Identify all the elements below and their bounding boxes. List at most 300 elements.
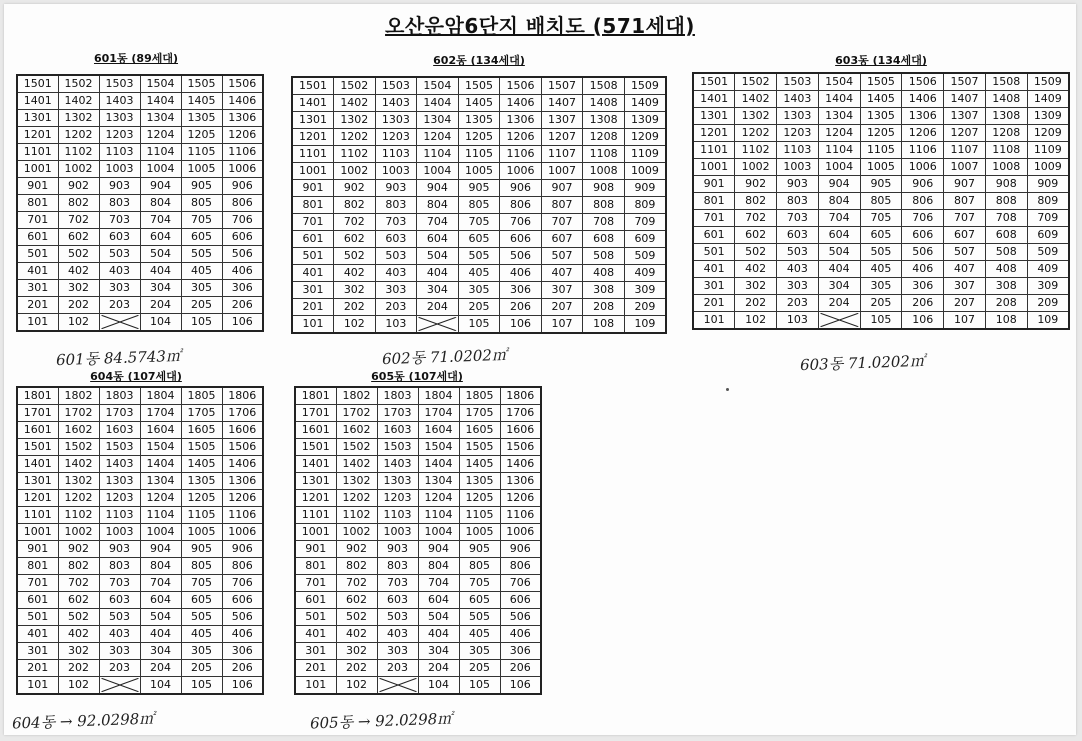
unit-cell: 305 <box>860 278 902 295</box>
unit-cell: 203 <box>375 299 417 316</box>
unit-cell: 1105 <box>459 507 500 524</box>
unit-cell: 1406 <box>222 456 263 473</box>
unit-cell: 304 <box>140 280 181 297</box>
unit-cell: 1202 <box>334 129 376 146</box>
unit-cell: 204 <box>140 297 181 314</box>
unit-cell: 903 <box>99 178 140 195</box>
unit-cell: 906 <box>222 178 263 195</box>
unit-cell: 1702 <box>58 405 99 422</box>
unit-cell: 1301 <box>292 112 334 129</box>
unit-cell: 1705 <box>459 405 500 422</box>
unit-cell: 206 <box>222 297 263 314</box>
unit-cell: 1301 <box>17 110 58 127</box>
unit-cell: 604 <box>140 592 181 609</box>
unit-cell: 1102 <box>58 507 99 524</box>
unit-cell: 709 <box>624 214 666 231</box>
unit-cell: 302 <box>58 280 99 297</box>
unit-cell: 705 <box>860 210 902 227</box>
unit-cell: 1305 <box>458 112 500 129</box>
unit-cell: 1107 <box>541 146 583 163</box>
unit-cell: 1303 <box>377 473 418 490</box>
unit-cell: 609 <box>1027 227 1069 244</box>
floor-row <box>17 558 263 575</box>
unit-cell: 103 <box>777 312 819 330</box>
floor-row <box>17 541 263 558</box>
unit-cell: 601 <box>693 227 735 244</box>
unit-cell: 1406 <box>902 91 944 108</box>
floor-row <box>17 387 263 405</box>
unit-cell: 1204 <box>140 490 181 507</box>
unit-cell: 1001 <box>693 159 735 176</box>
unit-cell: 701 <box>292 214 334 231</box>
unit-cell: 105 <box>860 312 902 330</box>
unit-cell: 509 <box>624 248 666 265</box>
unit-cell: 904 <box>417 180 459 197</box>
unit-cell: 208 <box>985 295 1027 312</box>
unit-cell: 1504 <box>140 439 181 456</box>
unit-cell: 1009 <box>624 163 666 180</box>
unit-cell: 1206 <box>500 490 541 507</box>
unit-cell: 1109 <box>1027 142 1069 159</box>
floor-row <box>693 176 1069 193</box>
unit-cell: 403 <box>377 626 418 643</box>
unit-cell: 1602 <box>58 422 99 439</box>
unit-cell: 1003 <box>375 163 417 180</box>
unit-cell: 1209 <box>624 129 666 146</box>
unit-cell: 902 <box>58 178 99 195</box>
unit-cell: 1504 <box>140 75 181 93</box>
unit-cell: 506 <box>902 244 944 261</box>
unit-cell: 605 <box>860 227 902 244</box>
unit-cell: 301 <box>17 280 58 297</box>
unit-cell: 706 <box>222 212 263 229</box>
unit-cell: 607 <box>944 227 986 244</box>
unit-cell: 1303 <box>99 473 140 490</box>
unit-cell: 704 <box>417 214 459 231</box>
unit-cell: 801 <box>295 558 336 575</box>
unit-cell: 806 <box>500 197 542 214</box>
unit-cell: 1402 <box>735 91 777 108</box>
floor-row <box>292 265 666 282</box>
unit-cell: 701 <box>17 575 58 592</box>
floor-row <box>295 422 541 439</box>
unit-cell: 1005 <box>458 163 500 180</box>
unit-cell: 201 <box>295 660 336 677</box>
unit-cell: 601 <box>17 229 58 246</box>
no-unit-cross-icon <box>818 312 860 330</box>
unit-cell: 408 <box>583 265 625 282</box>
unit-cell: 101 <box>693 312 735 330</box>
unit-cell: 305 <box>181 280 222 297</box>
unit-cell: 805 <box>181 195 222 212</box>
unit-cell: 1402 <box>58 93 99 110</box>
unit-cell: 1205 <box>181 490 222 507</box>
unit-cell: 1404 <box>140 456 181 473</box>
unit-cell: 508 <box>985 244 1027 261</box>
unit-cell: 501 <box>17 246 58 263</box>
unit-cell: 302 <box>58 643 99 660</box>
floor-row <box>17 229 263 246</box>
unit-cell: 1208 <box>985 125 1027 142</box>
floor-row <box>292 112 666 129</box>
unit-cell: 205 <box>860 295 902 312</box>
unit-cell: 405 <box>181 626 222 643</box>
unit-cell: 1009 <box>1027 159 1069 176</box>
unit-cell: 906 <box>500 180 542 197</box>
unit-cell: 1405 <box>458 95 500 112</box>
unit-cell: 605 <box>181 592 222 609</box>
unit-cell: 307 <box>541 282 583 299</box>
unit-cell: 102 <box>58 677 99 695</box>
unit-cell: 1207 <box>541 129 583 146</box>
floor-row <box>292 77 666 95</box>
unit-cell: 405 <box>459 626 500 643</box>
unit-cell: 1101 <box>17 144 58 161</box>
unit-cell: 203 <box>99 660 140 677</box>
unit-cell: 105 <box>181 314 222 332</box>
unit-cell: 706 <box>902 210 944 227</box>
unit-cell: 109 <box>1027 312 1069 330</box>
unit-cell: 1306 <box>222 110 263 127</box>
floor-row <box>17 195 263 212</box>
unit-cell: 1506 <box>222 75 263 93</box>
unit-cell: 1502 <box>58 439 99 456</box>
unit-cell: 1502 <box>336 439 377 456</box>
unit-cell: 1506 <box>500 77 542 95</box>
unit-cell: 1603 <box>377 422 418 439</box>
unit-cell: 1005 <box>860 159 902 176</box>
unit-cell: 401 <box>292 265 334 282</box>
document-sheet <box>4 4 1076 735</box>
unit-cell: 304 <box>818 278 860 295</box>
unit-cell: 1105 <box>458 146 500 163</box>
unit-cell: 1402 <box>334 95 376 112</box>
unit-cell: 1803 <box>99 387 140 405</box>
unit-cell: 601 <box>292 231 334 248</box>
unit-cell: 505 <box>181 609 222 626</box>
unit-cell: 1504 <box>818 73 860 91</box>
unit-cell: 205 <box>458 299 500 316</box>
unit-cell: 209 <box>624 299 666 316</box>
unit-cell: 1201 <box>693 125 735 142</box>
unit-cell: 1104 <box>818 142 860 159</box>
unit-cell: 1204 <box>418 490 459 507</box>
unit-cell: 303 <box>377 643 418 660</box>
floor-row <box>17 263 263 280</box>
unit-cell: 507 <box>541 248 583 265</box>
unit-cell: 501 <box>17 609 58 626</box>
unit-cell: 303 <box>99 643 140 660</box>
unit-cell: 1105 <box>181 144 222 161</box>
unit-cell: 206 <box>500 660 541 677</box>
unit-cell: 306 <box>500 282 542 299</box>
unit-cell: 602 <box>336 592 377 609</box>
unit-cell: 1104 <box>140 144 181 161</box>
unit-cell: 1202 <box>336 490 377 507</box>
floor-row <box>17 127 263 144</box>
unit-cell: 104 <box>140 314 181 332</box>
unit-cell: 1006 <box>500 524 541 541</box>
unit-cell: 1104 <box>417 146 459 163</box>
unit-cell: 606 <box>222 592 263 609</box>
unit-cell: 1404 <box>418 456 459 473</box>
unit-cell: 401 <box>17 626 58 643</box>
unit-cell: 806 <box>902 193 944 210</box>
building-601-note: 601동 84.5743㎡ <box>55 346 182 370</box>
unit-cell: 903 <box>777 176 819 193</box>
floor-row <box>17 490 263 507</box>
unit-cell: 906 <box>902 176 944 193</box>
unit-cell: 806 <box>222 558 263 575</box>
unit-cell: 506 <box>500 609 541 626</box>
unit-cell: 409 <box>624 265 666 282</box>
floor-row <box>17 75 263 93</box>
unit-cell: 102 <box>334 316 376 334</box>
floor-row <box>17 524 263 541</box>
unit-cell: 1503 <box>99 439 140 456</box>
unit-cell: 1003 <box>99 161 140 178</box>
unit-cell: 903 <box>99 541 140 558</box>
building-602-title: 602동 (134세대) <box>433 54 525 67</box>
unit-cell: 204 <box>418 660 459 677</box>
unit-cell: 1004 <box>140 524 181 541</box>
unit-cell: 1108 <box>985 142 1027 159</box>
unit-cell: 1206 <box>222 127 263 144</box>
unit-cell: 1509 <box>1027 73 1069 91</box>
unit-cell: 1501 <box>693 73 735 91</box>
unit-cell: 1408 <box>985 91 1027 108</box>
unit-cell: 1202 <box>58 127 99 144</box>
unit-cell: 1802 <box>58 387 99 405</box>
unit-cell: 708 <box>985 210 1027 227</box>
unit-cell: 902 <box>336 541 377 558</box>
unit-cell: 404 <box>140 263 181 280</box>
unit-cell: 1105 <box>181 507 222 524</box>
unit-cell: 1102 <box>58 144 99 161</box>
unit-cell: 901 <box>17 178 58 195</box>
unit-cell: 401 <box>693 261 735 278</box>
unit-cell: 403 <box>375 265 417 282</box>
unit-cell: 806 <box>222 195 263 212</box>
unit-cell: 804 <box>140 558 181 575</box>
page-title: 오산운암6단지 배치도 (571세대) <box>385 14 695 38</box>
unit-cell: 1006 <box>222 161 263 178</box>
unit-cell: 803 <box>375 197 417 214</box>
unit-cell: 1509 <box>624 77 666 95</box>
unit-cell: 603 <box>99 592 140 609</box>
floor-row <box>17 677 263 695</box>
unit-cell: 1302 <box>336 473 377 490</box>
unit-cell: 606 <box>500 231 542 248</box>
unit-cell: 1305 <box>181 110 222 127</box>
unit-cell: 201 <box>292 299 334 316</box>
floor-row <box>17 626 263 643</box>
unit-cell: 1501 <box>292 77 334 95</box>
unit-cell: 1105 <box>860 142 902 159</box>
unit-cell: 1201 <box>17 490 58 507</box>
unit-cell: 306 <box>222 643 263 660</box>
unit-cell: 1407 <box>541 95 583 112</box>
unit-cell: 406 <box>222 626 263 643</box>
unit-cell: 1303 <box>375 112 417 129</box>
unit-cell: 204 <box>417 299 459 316</box>
unit-cell: 1302 <box>58 110 99 127</box>
unit-cell: 807 <box>541 197 583 214</box>
unit-cell: 1304 <box>140 473 181 490</box>
unit-cell: 1805 <box>181 387 222 405</box>
unit-cell: 1702 <box>336 405 377 422</box>
unit-cell: 1209 <box>1027 125 1069 142</box>
unit-cell: 702 <box>336 575 377 592</box>
unit-cell: 1104 <box>418 507 459 524</box>
unit-cell: 106 <box>222 314 263 332</box>
unit-cell: 804 <box>818 193 860 210</box>
floor-row <box>292 146 666 163</box>
unit-cell: 902 <box>58 541 99 558</box>
floor-row <box>17 280 263 297</box>
unit-cell: 1406 <box>500 456 541 473</box>
unit-cell: 1103 <box>377 507 418 524</box>
floor-row <box>17 643 263 660</box>
unit-cell: 306 <box>500 643 541 660</box>
floor-row <box>295 609 541 626</box>
unit-cell: 1407 <box>944 91 986 108</box>
floor-row <box>693 312 1069 330</box>
floor-row <box>295 490 541 507</box>
unit-cell: 303 <box>99 280 140 297</box>
unit-cell: 907 <box>944 176 986 193</box>
unit-cell: 504 <box>818 244 860 261</box>
unit-cell: 703 <box>777 210 819 227</box>
unit-cell: 207 <box>944 295 986 312</box>
unit-cell: 1006 <box>500 163 542 180</box>
unit-cell: 809 <box>624 197 666 214</box>
unit-cell: 404 <box>818 261 860 278</box>
unit-cell: 401 <box>17 263 58 280</box>
unit-cell: 301 <box>693 278 735 295</box>
unit-cell: 705 <box>459 575 500 592</box>
unit-cell: 1502 <box>334 77 376 95</box>
unit-cell: 1402 <box>336 456 377 473</box>
floor-row <box>17 144 263 161</box>
scan-speck <box>726 388 729 391</box>
unit-cell: 306 <box>902 278 944 295</box>
floor-row <box>292 299 666 316</box>
unit-cell: 1106 <box>222 507 263 524</box>
unit-cell: 304 <box>418 643 459 660</box>
floor-row <box>17 609 263 626</box>
unit-cell: 1201 <box>292 129 334 146</box>
unit-cell: 905 <box>181 178 222 195</box>
unit-cell: 1307 <box>944 108 986 125</box>
unit-cell: 406 <box>222 263 263 280</box>
unit-cell: 205 <box>181 297 222 314</box>
unit-cell: 1706 <box>222 405 263 422</box>
unit-cell: 207 <box>541 299 583 316</box>
unit-cell: 403 <box>99 263 140 280</box>
unit-cell: 303 <box>375 282 417 299</box>
unit-cell: 1805 <box>459 387 500 405</box>
unit-cell: 203 <box>777 295 819 312</box>
unit-cell: 1401 <box>17 93 58 110</box>
unit-cell: 402 <box>58 626 99 643</box>
building-604-title: 604동 (107세대) <box>90 370 182 383</box>
unit-cell: 204 <box>140 660 181 677</box>
unit-cell: 505 <box>860 244 902 261</box>
building-605-title: 605동 (107세대) <box>371 370 463 383</box>
unit-cell: 904 <box>140 541 181 558</box>
unit-cell: 1405 <box>181 93 222 110</box>
unit-cell: 1203 <box>375 129 417 146</box>
unit-cell: 701 <box>17 212 58 229</box>
unit-cell: 1002 <box>334 163 376 180</box>
unit-cell: 502 <box>334 248 376 265</box>
unit-cell: 701 <box>693 210 735 227</box>
unit-cell: 1001 <box>292 163 334 180</box>
unit-cell: 1106 <box>500 146 542 163</box>
unit-cell: 1204 <box>417 129 459 146</box>
floor-row <box>693 295 1069 312</box>
unit-cell: 603 <box>99 229 140 246</box>
unit-cell: 406 <box>500 265 542 282</box>
unit-cell: 1103 <box>99 507 140 524</box>
unit-cell: 503 <box>99 609 140 626</box>
unit-cell: 409 <box>1027 261 1069 278</box>
floor-row <box>693 193 1069 210</box>
unit-cell: 402 <box>58 263 99 280</box>
unit-cell: 802 <box>58 558 99 575</box>
floor-row <box>693 261 1069 278</box>
floor-row <box>292 163 666 180</box>
floor-row <box>17 110 263 127</box>
unit-cell: 1803 <box>377 387 418 405</box>
unit-cell: 901 <box>693 176 735 193</box>
unit-cell: 405 <box>181 263 222 280</box>
floor-row <box>17 246 263 263</box>
floor-row <box>693 159 1069 176</box>
building-602-table <box>291 76 667 334</box>
unit-cell: 107 <box>541 316 583 334</box>
unit-cell: 1206 <box>500 129 542 146</box>
unit-cell: 1101 <box>17 507 58 524</box>
unit-cell: 702 <box>58 575 99 592</box>
unit-cell: 608 <box>583 231 625 248</box>
unit-cell: 908 <box>985 176 1027 193</box>
unit-cell: 1801 <box>17 387 58 405</box>
floor-row <box>295 677 541 695</box>
unit-cell: 1302 <box>735 108 777 125</box>
unit-cell: 606 <box>902 227 944 244</box>
unit-cell: 105 <box>458 316 500 334</box>
unit-cell: 1501 <box>17 75 58 93</box>
unit-cell: 801 <box>693 193 735 210</box>
unit-cell: 309 <box>624 282 666 299</box>
unit-cell: 106 <box>902 312 944 330</box>
floor-row <box>17 405 263 422</box>
unit-cell: 607 <box>541 231 583 248</box>
unit-cell: 1802 <box>336 387 377 405</box>
unit-cell: 1205 <box>458 129 500 146</box>
unit-cell: 905 <box>459 541 500 558</box>
unit-cell: 805 <box>458 197 500 214</box>
unit-cell: 1205 <box>181 127 222 144</box>
unit-cell: 505 <box>181 246 222 263</box>
unit-cell: 303 <box>777 278 819 295</box>
unit-cell: 1206 <box>902 125 944 142</box>
unit-cell: 403 <box>777 261 819 278</box>
unit-cell: 904 <box>818 176 860 193</box>
no-unit-cross-icon <box>417 316 459 334</box>
